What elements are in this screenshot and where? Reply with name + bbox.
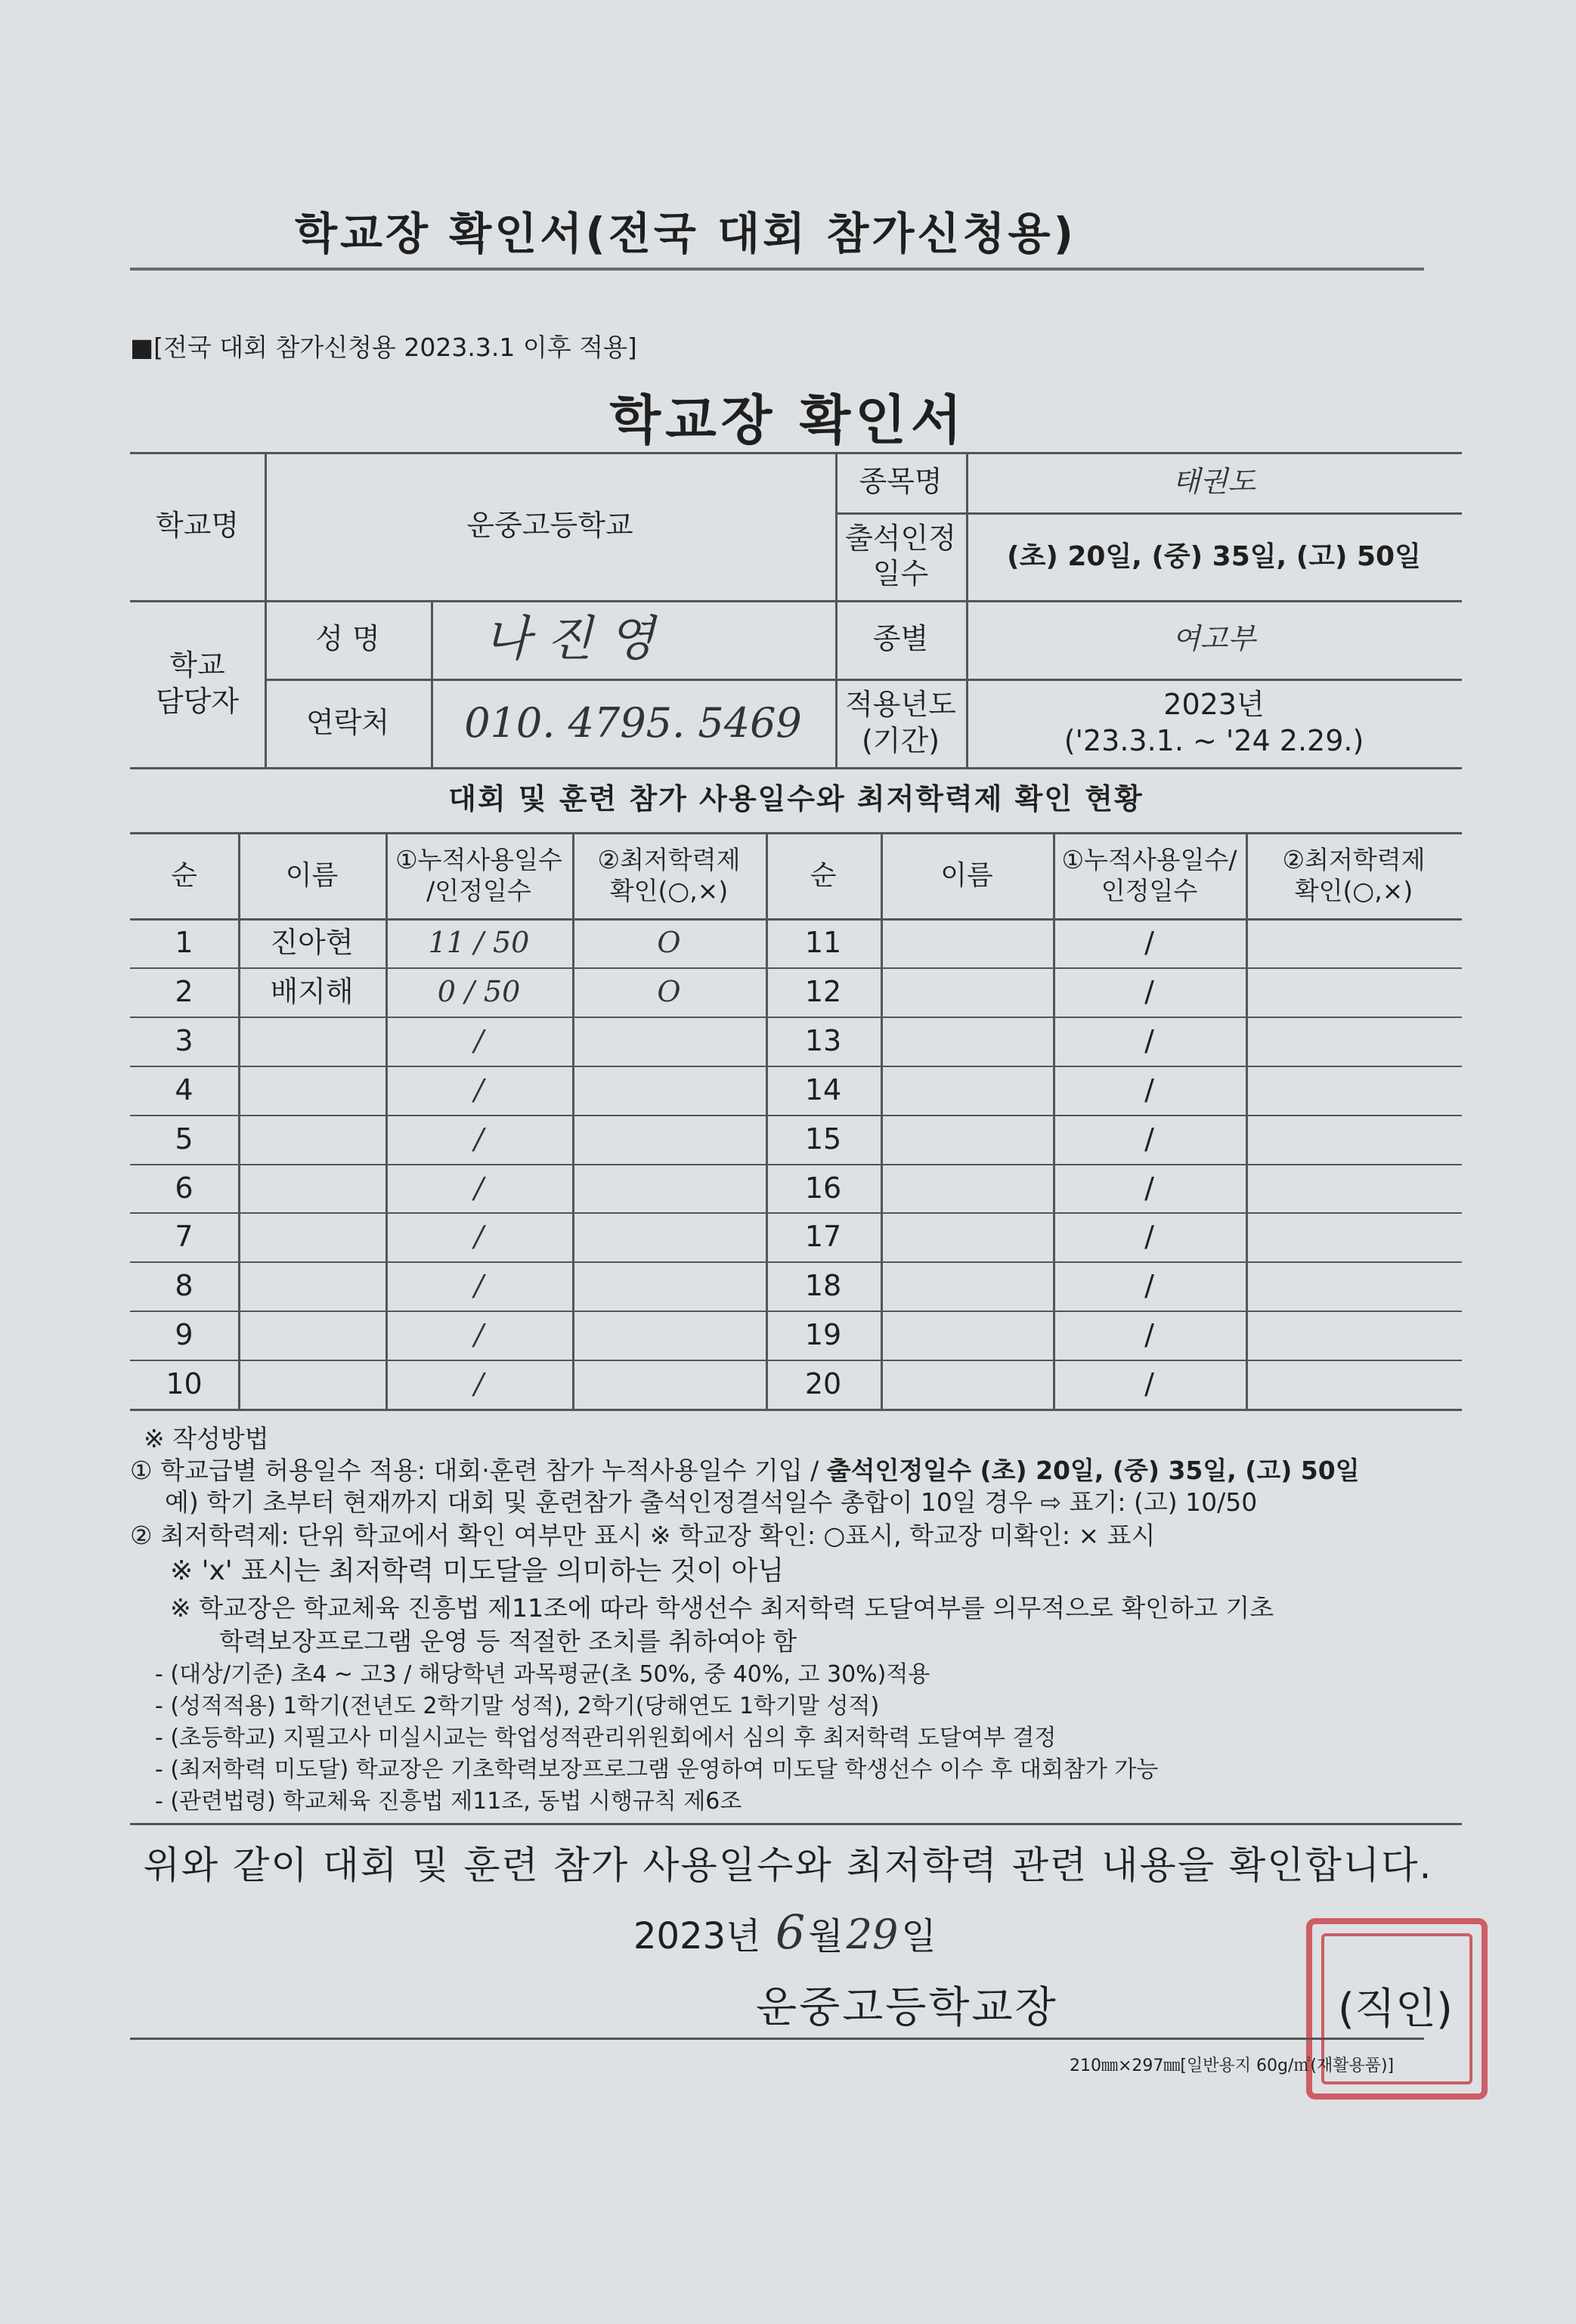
row-days-right: / bbox=[1144, 974, 1154, 1008]
date-year: 2023년 bbox=[633, 1915, 761, 1957]
row-no: 9 bbox=[175, 1317, 194, 1351]
row-no: 10 bbox=[166, 1366, 203, 1400]
row-academic-right bbox=[1246, 1261, 1462, 1311]
row-academic-right bbox=[1246, 918, 1462, 967]
header-days-line1: ①누적사용일수 bbox=[395, 844, 562, 874]
row-academic bbox=[572, 1212, 766, 1261]
row-academic-right bbox=[1246, 1212, 1462, 1261]
row-no: 3 bbox=[175, 1023, 194, 1057]
year-value-line1: 2023년 bbox=[1163, 688, 1265, 721]
row-no-right: 19 bbox=[804, 1317, 842, 1351]
rule bbox=[130, 1409, 1462, 1411]
header-academic-line2: 확인(○,×) bbox=[609, 876, 729, 905]
row-days: / bbox=[474, 1317, 484, 1351]
row-no-right: 12 bbox=[804, 974, 842, 1008]
principal-signature: 운중고등학교장 bbox=[756, 1983, 1058, 2032]
header-academic-right-line1: ②최저학력제 bbox=[1282, 844, 1426, 874]
row-days: / bbox=[474, 1122, 484, 1156]
year-value-line2: ('23.3.1. ~ '24 2.29.) bbox=[1064, 723, 1364, 757]
year-label-line2: (기간) bbox=[861, 723, 940, 757]
row-no-right: 18 bbox=[804, 1268, 842, 1302]
instruction-line-11: - (관련법령) 학교체육 진흥법 제11조, 동법 시행규칙 제6조 bbox=[155, 1788, 742, 1815]
header-academic-right bbox=[1246, 832, 1462, 918]
paper-spec-note: 210㎜×297㎜[일반용지 60g/㎡(재활용품)] bbox=[1070, 2056, 1395, 2075]
form-note: ■[전국 대회 참가신청용 2023.3.1 이후 적용] bbox=[130, 333, 637, 362]
division-value: 여고부 bbox=[1172, 622, 1256, 656]
row-days: / bbox=[474, 1171, 484, 1205]
row-name-right bbox=[881, 1066, 1053, 1115]
row-no-right: 16 bbox=[804, 1171, 842, 1205]
header-no: 순 bbox=[171, 859, 197, 891]
row-days-right: / bbox=[1144, 1023, 1154, 1057]
sport-value: 태권도 bbox=[1172, 465, 1256, 499]
instruction-line-1-text: ① 학교급별 허용일수 적용: 대회·훈련 참가 누적사용일수 기입 / bbox=[130, 1456, 827, 1485]
row-days: / bbox=[474, 1023, 484, 1057]
date-day-unit: 일 bbox=[901, 1915, 937, 1957]
row-academic: O bbox=[657, 925, 681, 959]
row-name-right bbox=[881, 1261, 1053, 1311]
manager-label-line2: 담당자 bbox=[155, 684, 240, 718]
confirmation-statement: 위와 같이 대회 및 훈련 참가 사용일수와 최저학력 관련 내용을 확인합니다. bbox=[143, 1843, 1433, 1887]
row-no-right: 20 bbox=[804, 1366, 842, 1400]
row-academic bbox=[572, 1066, 766, 1115]
row-academic-right bbox=[1246, 967, 1462, 1017]
row-academic: O bbox=[657, 974, 681, 1008]
row-name-right bbox=[881, 1311, 1053, 1360]
row-no: 5 bbox=[175, 1122, 194, 1156]
year-value bbox=[966, 679, 1462, 767]
section-title: 대회 및 훈련 참가 사용일수와 최저학력제 확인 현황 bbox=[448, 782, 1144, 816]
year-label bbox=[835, 679, 966, 767]
instruction-line-10: - (최저학력 미도달) 학교장은 기초학력보장프로그램 운영하여 미도달 학생선수 이수 후 대회참가 가능 bbox=[155, 1756, 1159, 1783]
row-name-right bbox=[881, 1212, 1053, 1261]
division-label: 종별 bbox=[872, 622, 929, 656]
row-name-right bbox=[881, 1017, 1053, 1066]
row-name bbox=[238, 1164, 385, 1213]
row-no: 4 bbox=[175, 1072, 194, 1106]
row-days: / bbox=[474, 1268, 484, 1302]
attendance-label bbox=[835, 512, 966, 600]
row-days-right: / bbox=[1144, 1171, 1154, 1205]
row-days-right: / bbox=[1144, 1219, 1154, 1253]
header-days-right-line2: 인정일수 bbox=[1101, 876, 1198, 905]
row-days: / bbox=[474, 1366, 484, 1400]
row-academic bbox=[572, 1017, 766, 1066]
school-value: 운중고등학교 bbox=[466, 509, 633, 543]
header-days bbox=[385, 832, 572, 918]
row-name-right bbox=[881, 1360, 1053, 1409]
signing-date bbox=[633, 1905, 937, 1960]
row-no-right: 14 bbox=[804, 1072, 842, 1106]
row-days-right: / bbox=[1144, 1072, 1154, 1106]
row-academic bbox=[572, 1115, 766, 1164]
contact-value: 010. 4795. 5469 bbox=[464, 698, 802, 747]
row-no-right: 11 bbox=[804, 925, 842, 959]
row-academic bbox=[572, 1164, 766, 1213]
main-title: 학교장 확인서 bbox=[609, 389, 967, 451]
row-academic-right bbox=[1246, 1360, 1462, 1409]
row-name-right bbox=[881, 1164, 1053, 1213]
row-no: 7 bbox=[175, 1219, 194, 1253]
row-academic bbox=[572, 1311, 766, 1360]
instruction-line-3: ② 최저학력제: 단위 학교에서 확인 여부만 표시 ※ 학교장 확인: ○표시, 학교장 미확인: × 표시 bbox=[130, 1521, 1156, 1550]
header-academic bbox=[572, 832, 766, 918]
row-days: / bbox=[474, 1219, 484, 1253]
row-no-right: 17 bbox=[804, 1219, 842, 1253]
row-no: 1 bbox=[175, 925, 194, 959]
date-month: 6 bbox=[775, 1905, 806, 1960]
row-name bbox=[238, 1360, 385, 1409]
date-day: 29 bbox=[846, 1911, 899, 1958]
instruction-line-1 bbox=[130, 1451, 1360, 1487]
row-academic-right bbox=[1246, 1115, 1462, 1164]
bottom-divider bbox=[130, 2038, 1424, 2040]
row-days: 0 / 50 bbox=[437, 974, 521, 1008]
attendance-label-line2: 일수 bbox=[872, 557, 929, 590]
attendance-value: (초) 20일, (중) 35일, (고) 50일 bbox=[1007, 540, 1421, 572]
row-days-right: / bbox=[1144, 1268, 1154, 1302]
document-top-title: 학교장 확인서(전국 대회 참가신청용) bbox=[295, 208, 1077, 259]
row-name bbox=[238, 1311, 385, 1360]
row-name: 배지해 bbox=[270, 974, 354, 1008]
row-no-right: 13 bbox=[804, 1023, 842, 1057]
header-days-line2: /인정일수 bbox=[426, 876, 531, 905]
top-divider bbox=[130, 268, 1424, 271]
row-days-right: / bbox=[1144, 1122, 1154, 1156]
row-days-right: / bbox=[1144, 1366, 1154, 1400]
school-label: 학교명 bbox=[155, 509, 240, 543]
row-no: 8 bbox=[175, 1268, 194, 1302]
row-name: 진아현 bbox=[270, 925, 354, 959]
instruction-line-9: - (초등학교) 지필고사 미실시교는 학업성적관리위원회에서 심의 후 최저학력 도달여부 결정 bbox=[155, 1725, 1057, 1751]
manager-label-line1: 학교 bbox=[169, 648, 225, 682]
row-academic-right bbox=[1246, 1311, 1462, 1360]
instruction-line-5: ※ 학교장은 학교체육 진흥법 제11조에 따라 학생선수 최저학력 도달여부를 의무적으로 확인하고 기초 bbox=[170, 1593, 1274, 1623]
row-name bbox=[238, 1212, 385, 1261]
instruction-line-7: - (대상/기준) 초4 ~ 고3 / 해당학년 과목평균(초 50%, 중 40%, 고 30%)적용 bbox=[155, 1661, 930, 1688]
sport-label: 종목명 bbox=[859, 465, 943, 499]
manager-label bbox=[130, 600, 265, 767]
row-academic-right bbox=[1246, 1164, 1462, 1213]
row-name-right bbox=[881, 967, 1053, 1017]
seal-label: (직인) bbox=[1338, 1985, 1453, 2034]
contact-label: 연락처 bbox=[305, 705, 390, 739]
header-academic-line1: ②최저학력제 bbox=[597, 844, 741, 874]
instructions-heading: ※ 작성방법 bbox=[144, 1424, 269, 1453]
header-name-right: 이름 bbox=[940, 859, 993, 891]
instruction-line-8: - (성적적용) 1학기(전년도 2학기말 성적), 2학기(당해연도 1학기말 성적) bbox=[155, 1693, 880, 1719]
row-name bbox=[238, 1115, 385, 1164]
header-academic-right-line2: 확인(○,×) bbox=[1294, 876, 1413, 905]
row-days-right: / bbox=[1144, 925, 1154, 959]
row-days: 11 / 50 bbox=[428, 925, 530, 959]
row-academic bbox=[572, 1360, 766, 1409]
row-academic bbox=[572, 1261, 766, 1311]
row-days-right: / bbox=[1144, 1317, 1154, 1351]
instruction-line-1-bold: 출석인정일수 (초) 20일, (중) 35일, (고) 50일 bbox=[826, 1456, 1360, 1485]
row-name bbox=[238, 1261, 385, 1311]
attendance-label-line1: 출석인정 bbox=[845, 521, 956, 555]
row-no: 6 bbox=[175, 1171, 194, 1205]
row-no-right: 15 bbox=[804, 1122, 842, 1156]
instruction-line-6: 학력보장프로그램 운영 등 적절한 조치를 취하여야 함 bbox=[219, 1626, 797, 1656]
header-days-right-line1: ①누적사용일수/ bbox=[1061, 844, 1237, 874]
instruction-line-2: 예) 학기 초부터 현재까지 대회 및 훈련참가 출석인정결석일수 총합이 10일 경우 ⇨ 표기: (고) 10/50 bbox=[165, 1487, 1258, 1517]
row-academic-right bbox=[1246, 1017, 1462, 1066]
row-academic-right bbox=[1246, 1066, 1462, 1115]
manager-name-value: 나 진 영 bbox=[484, 611, 655, 667]
instruction-line-4: ※ 'x' 표시는 최저학력 미도달을 의미하는 것이 아님 bbox=[170, 1555, 785, 1586]
row-name bbox=[238, 1066, 385, 1115]
row-name-right bbox=[881, 1115, 1053, 1164]
date-month-unit: 월 bbox=[808, 1915, 844, 1957]
year-label-line1: 적용년도 bbox=[845, 688, 956, 721]
row-days: / bbox=[474, 1072, 484, 1106]
header-name: 이름 bbox=[285, 859, 339, 891]
header-no-right: 순 bbox=[810, 859, 837, 891]
row-name bbox=[238, 1017, 385, 1066]
header-days-right bbox=[1053, 832, 1246, 918]
row-no: 2 bbox=[175, 974, 194, 1008]
row-name-right bbox=[881, 918, 1053, 967]
instructions-divider bbox=[130, 1823, 1462, 1825]
name-label: 성 명 bbox=[315, 622, 380, 656]
